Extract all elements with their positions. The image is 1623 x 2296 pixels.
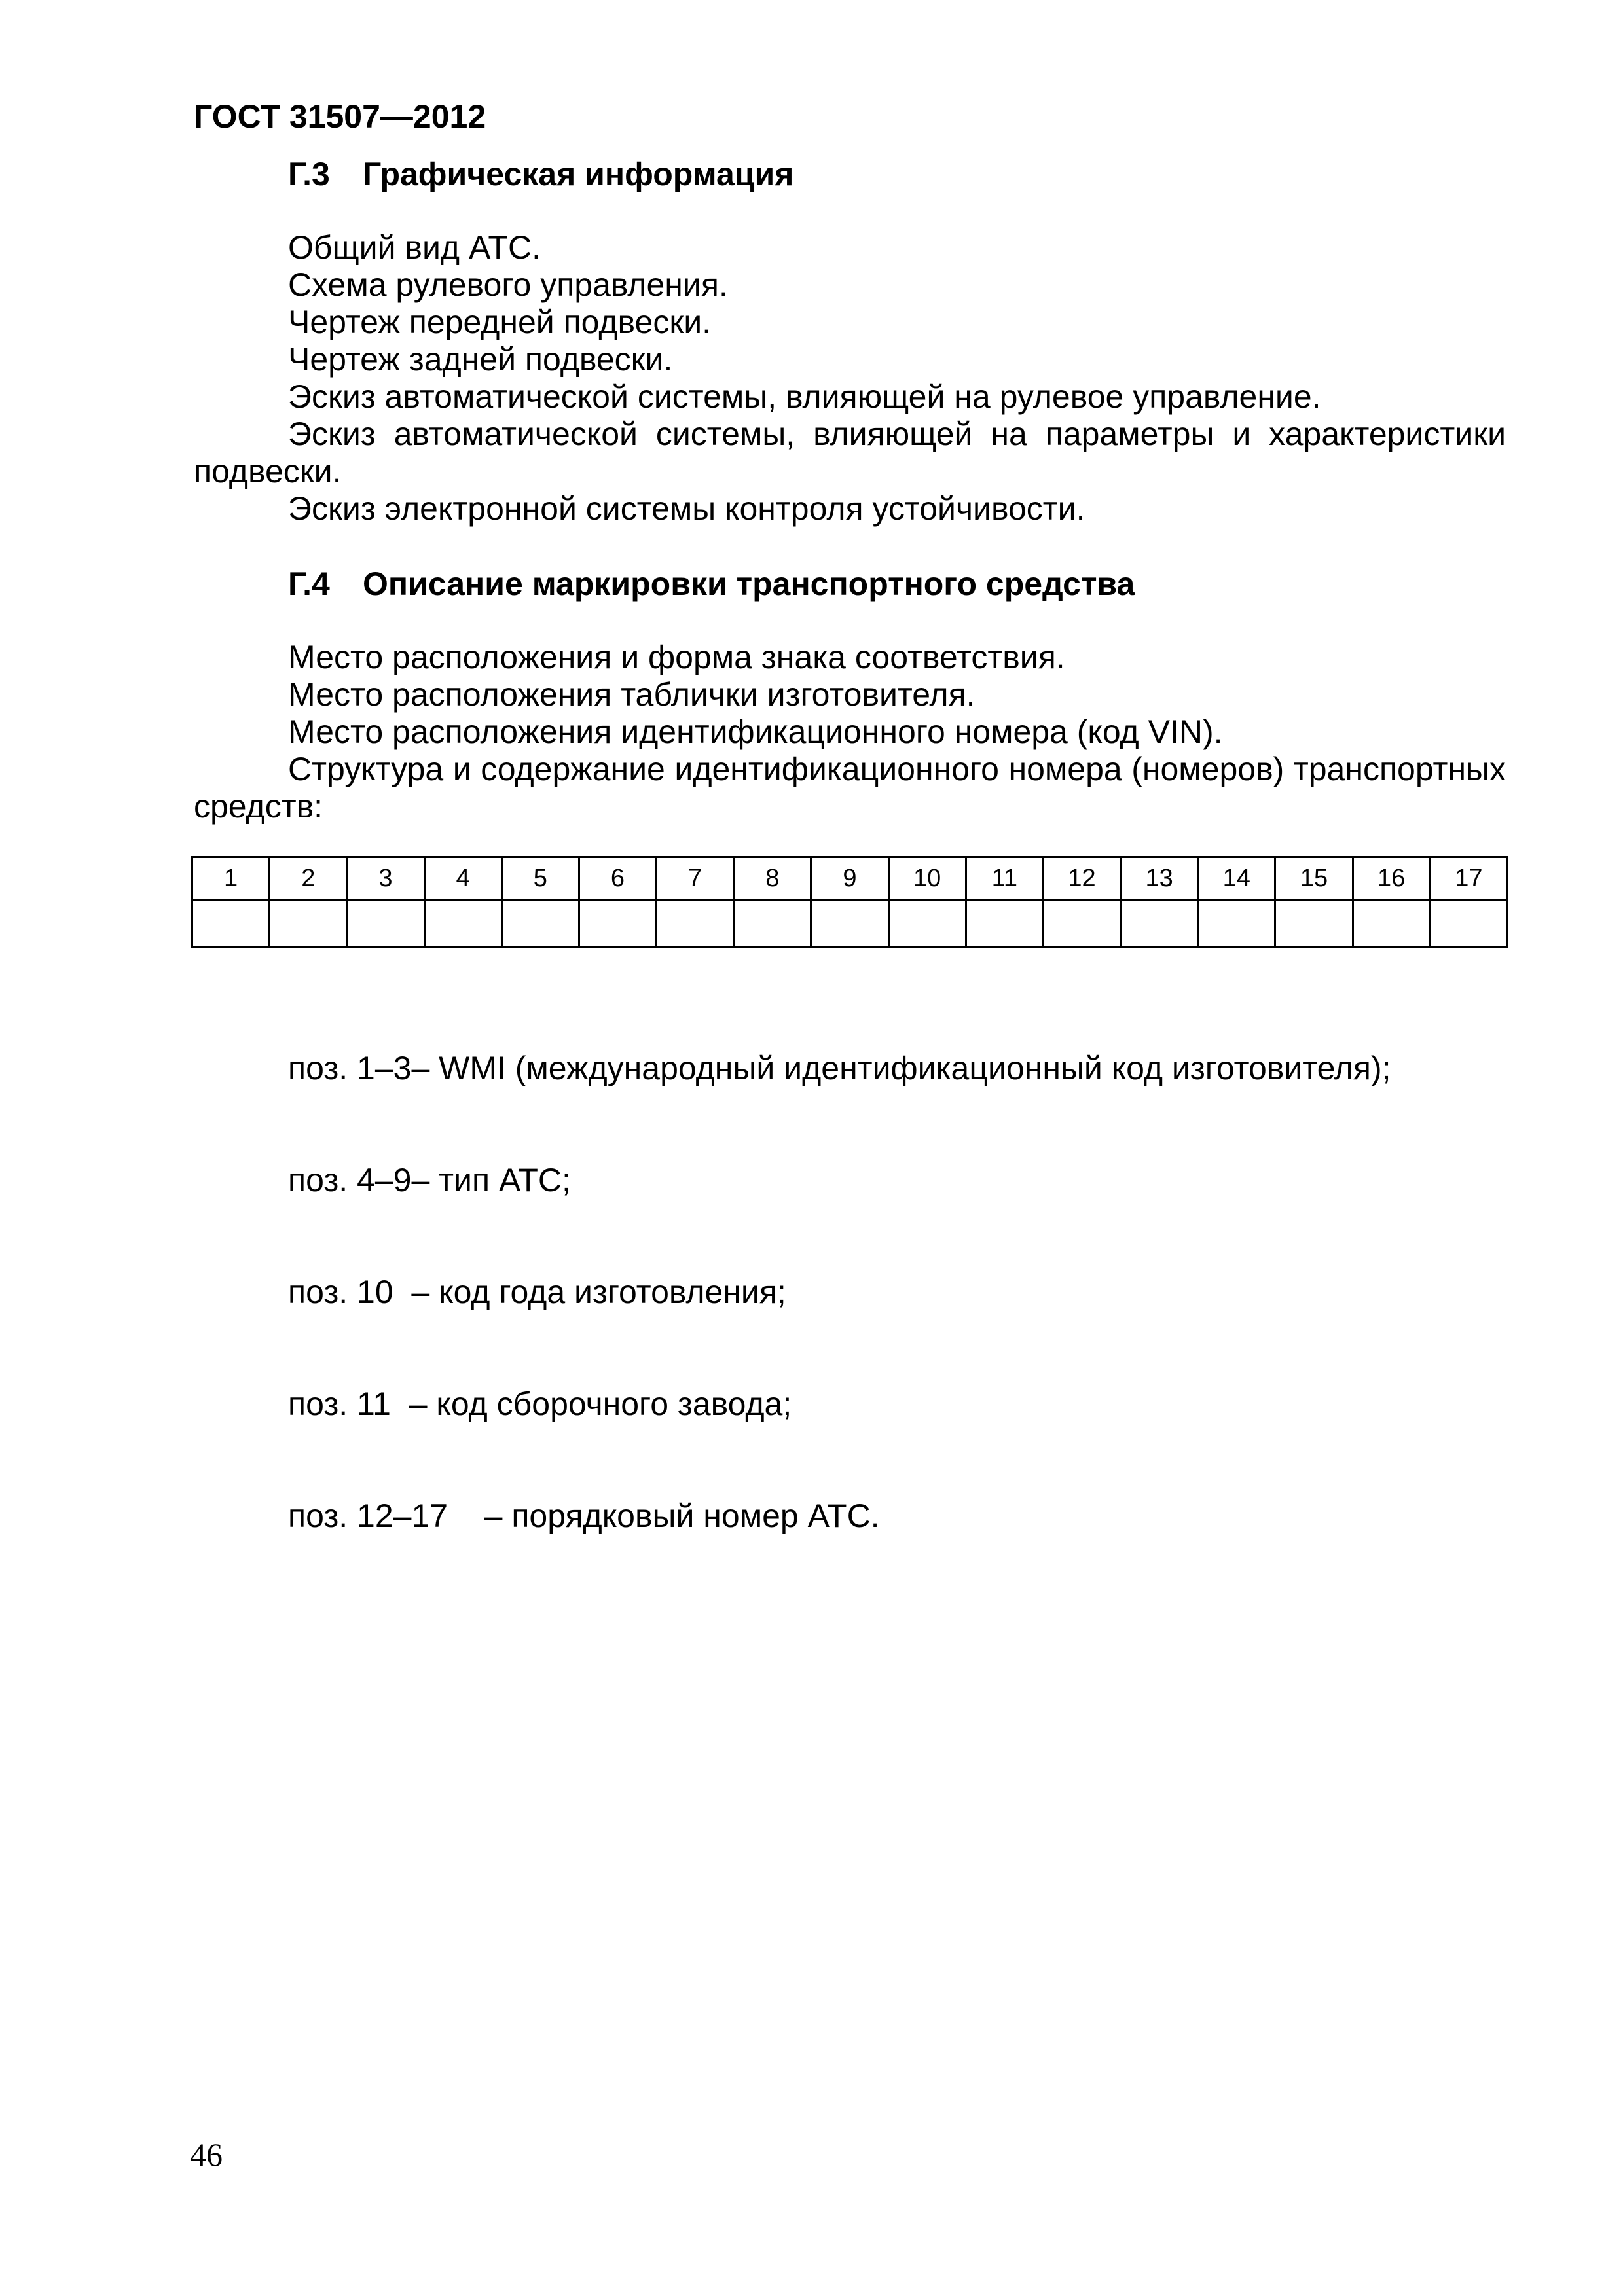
paragraph: Общий вид АТС.	[288, 229, 541, 266]
page-number: 46	[190, 2136, 223, 2173]
vin-value-cell	[734, 900, 811, 948]
vin-value-cell	[1121, 900, 1198, 948]
vin-position-cell: 10	[888, 857, 966, 900]
vin-value-cell	[811, 900, 888, 948]
legend-item: поз. 12–17 – порядковый номер АТС.	[288, 1498, 880, 1534]
paragraph: Чертеж задней подвески.	[288, 341, 673, 378]
paragraph: Эскиз автоматической системы, влияющей на рулевое управление.	[288, 378, 1321, 415]
vin-value-cell	[347, 900, 424, 948]
section-g3-body	[194, 229, 1506, 528]
legend-item: поз. 11 – код сборочного завода;	[288, 1386, 792, 1422]
document-code-header: ГОСТ 31507—2012	[194, 98, 486, 135]
vin-position-cell: 6	[579, 857, 656, 900]
section-number: Г.3	[288, 156, 330, 192]
vin-value-cell	[1275, 900, 1353, 948]
vin-position-cell: 8	[734, 857, 811, 900]
vin-position-cell: 11	[966, 857, 1043, 900]
vin-position-cell: 12	[1043, 857, 1120, 900]
paragraph: Схема рулевого управления.	[288, 266, 728, 303]
vin-value-cell	[579, 900, 656, 948]
paragraph: Эскиз автоматической системы, влияющей на параметры и характеристики подвески.	[194, 416, 1506, 490]
vin-position-cell: 5	[501, 857, 579, 900]
paragraph: Место расположения и форма знака соответствия.	[288, 639, 1065, 675]
section-number: Г.4	[288, 565, 330, 602]
vin-value-cell	[501, 900, 579, 948]
vin-value-cell	[1043, 900, 1120, 948]
vin-value-cell	[966, 900, 1043, 948]
vin-position-cell: 16	[1353, 857, 1430, 900]
vin-position-header-row	[192, 857, 1508, 900]
section-heading-g3	[288, 154, 793, 194]
vin-value-cell	[424, 900, 501, 948]
section-g4-body	[194, 639, 1506, 825]
vin-value-cell	[888, 900, 966, 948]
vin-position-cell: 3	[347, 857, 424, 900]
vin-position-cell: 15	[1275, 857, 1353, 900]
vin-value-row	[192, 900, 1508, 948]
legend-item: поз. 4–9– тип АТС;	[288, 1162, 571, 1198]
vin-position-cell: 14	[1198, 857, 1275, 900]
vin-position-cell: 7	[657, 857, 734, 900]
vin-value-cell	[1353, 900, 1430, 948]
vin-value-cell	[1198, 900, 1275, 948]
paragraph: Место расположения таблички изготовителя.	[288, 676, 976, 713]
paragraph: Чертеж передней подвески.	[288, 304, 712, 340]
paragraph: Место расположения идентификационного номера (код VIN).	[288, 713, 1223, 750]
section-title-text: Графическая информация	[363, 156, 794, 192]
vin-value-cell	[1430, 900, 1507, 948]
section-title-text: Описание маркировки транспортного средства	[363, 565, 1135, 602]
vin-position-cell: 1	[192, 857, 270, 900]
vin-position-cell: 13	[1121, 857, 1198, 900]
vin-value-cell	[270, 900, 347, 948]
vin-position-legend	[288, 975, 1391, 1572]
paragraph: Эскиз электронной системы контроля устойчивости.	[288, 490, 1085, 527]
vin-value-cell	[657, 900, 734, 948]
vin-value-cell	[192, 900, 270, 948]
vin-position-cell: 17	[1430, 857, 1507, 900]
vin-position-cell: 2	[270, 857, 347, 900]
vin-position-cell: 9	[811, 857, 888, 900]
vin-position-cell: 4	[424, 857, 501, 900]
legend-item: поз. 1–3– WMI (международный идентификационный код изготовителя);	[288, 1050, 1391, 1086]
vin-structure-table	[191, 856, 1508, 948]
section-heading-g4	[288, 564, 1135, 603]
paragraph: Структура и содержание идентификационного номера (номеров) транспортных средств:	[194, 751, 1506, 825]
legend-item: поз. 10 – код года изготовления;	[288, 1274, 786, 1310]
